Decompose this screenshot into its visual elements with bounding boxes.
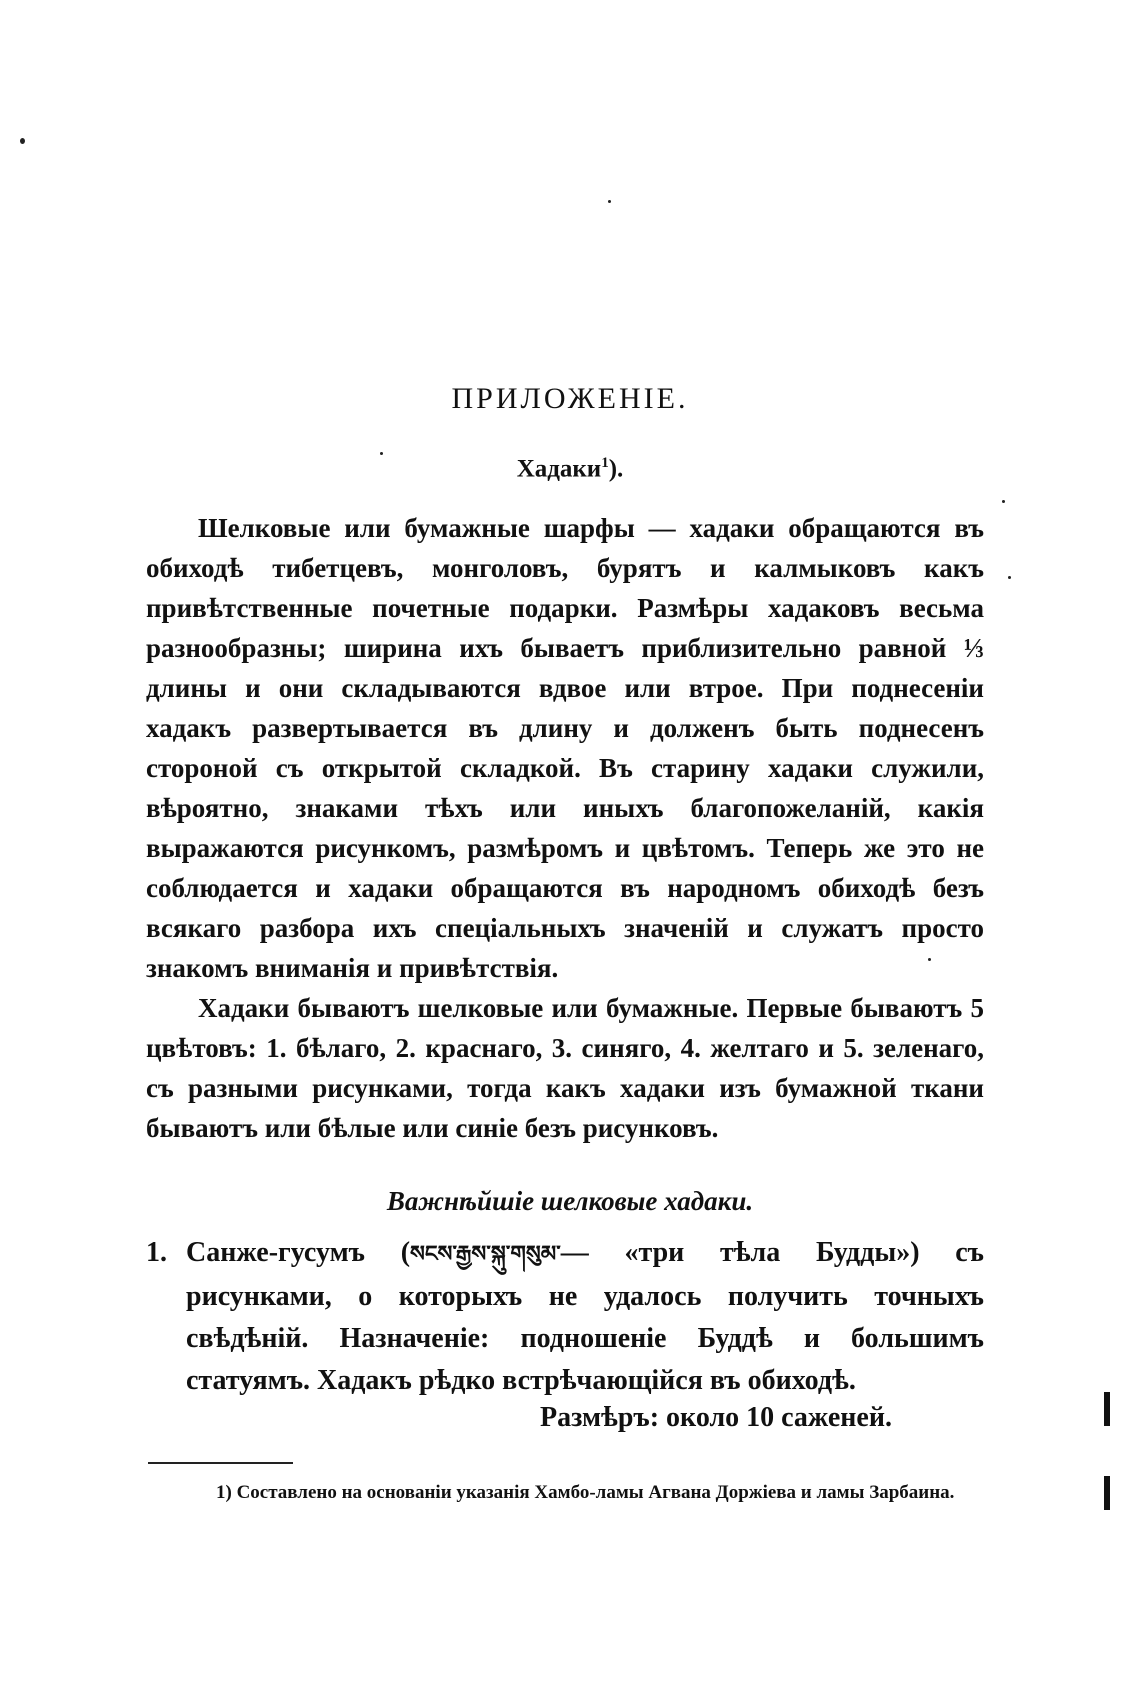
section-heading-text: Хадаки	[516, 455, 602, 483]
scan-speck	[1008, 576, 1011, 579]
list-item-text-after: — «три тѣла Будды») съ рисунками, о которыхъ не удалось получить точныхъ свѣдѣній. Назначеніе: подношеніе Буддѣ и большимъ статуямъ. Хадакъ рѣдко встрѣчающійся въ обиходѣ.	[186, 1237, 984, 1396]
section-heading-suffix: ).	[608, 455, 624, 483]
scan-speck	[20, 138, 25, 144]
margin-mark	[1104, 1392, 1110, 1426]
margin-mark	[1104, 1476, 1110, 1510]
body-paragraph-1	[146, 508, 984, 988]
scan-speck	[1002, 500, 1005, 503]
footnote: 1) Составлено на основаніи указанія Хамбо-ламы Агвана Доржіева и ламы Зарбаина.	[216, 1482, 955, 1503]
list-item-number: 1.	[146, 1237, 167, 1268]
scan-speck	[928, 958, 931, 961]
list-item-size: Размѣръ: около 10 саженей.	[540, 1402, 892, 1433]
body-paragraph-2	[146, 988, 984, 1148]
paragraph-text: Шелковые или бумажные шарфы — хадаки обращаются въ обиходѣ тибетцевъ, монголовъ, бурятъ и калмыковъ какъ привѣтственные почетные подарки. Размѣры хадаковъ весьма разнообразны; ширина ихъ бываетъ приблизительно равной ⅓ длины и они складываются вдвое или втрое. При поднесеніи хадакъ развертывается въ длину и долженъ быть поднесенъ стороной съ открытой складкой. Въ старину хадаки служили, вѣроятно, знаками тѣхъ или иныхъ благопожеланій, какія выражаются рисункомъ, размѣромъ и цвѣтомъ. Теперь же это не соблюдается и хадаки обращаются въ народномъ обиходѣ безъ всякаго разбора ихъ спеціальныхъ значеній и служатъ просто знакомъ вниманія и привѣтствія.	[146, 513, 984, 983]
list-item	[146, 1232, 984, 1402]
subsection-title: Важнѣйшіе шелковые хадаки.	[386, 1186, 754, 1216]
scan-speck	[380, 452, 383, 455]
list-item-text-before: Санже-гусумъ (	[186, 1237, 411, 1268]
footnote-divider	[148, 1462, 293, 1464]
list-item-body	[186, 1232, 984, 1402]
footnote-reference: 1	[601, 455, 609, 471]
section-heading	[0, 455, 1140, 483]
paragraph-text: Хадаки бываютъ шелковые или бумажные. Первые бываютъ 5 цвѣтовъ: 1. бѣлаго, 2. краснаго, 3. синяго, 4. желтаго и 5. зеленаго, съ разными рисунками, тогда какъ хадаки изъ бумажной ткани бываютъ или бѣлые или синіе безъ рисунковъ.	[146, 993, 984, 1143]
tibetan-script: སངས་རྒྱས་སྐུ་གསུམ་	[410, 1242, 561, 1267]
page-title: ПРИЛОЖЕНІЕ.	[451, 382, 689, 415]
scan-speck	[608, 200, 611, 203]
